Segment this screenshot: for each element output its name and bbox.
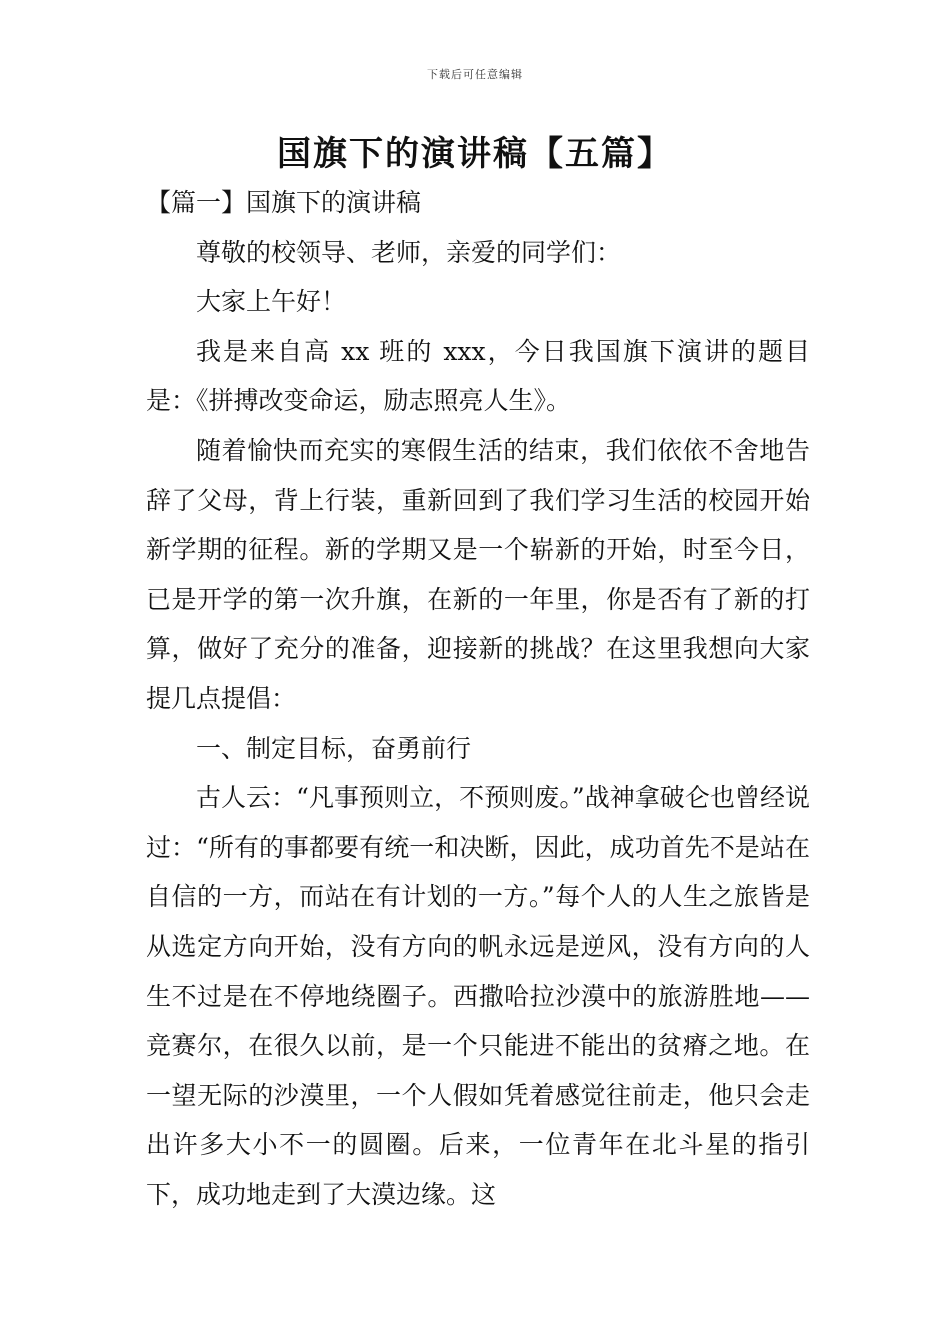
document-title: 国旗下的演讲稿【五篇】 (277, 134, 673, 174)
greeting-paragraph: 尊敬的校领导、老师，亲爱的同学们： (196, 237, 622, 267)
document-body (146, 178, 810, 1219)
body-paragraph: 随着愉快而充实的寒假生活的结束，我们依依不舍地告辞了父母，背上行装，重新回到了我们学习生活的校园开始新学期的征程。新的学期又是一个崭新的开始，时至今日，已是开学的第一次升旗，在新的一年里，你是否有了新的打算，做好了充分的准备，迎接新的挑战？在这里我想向大家提几点提倡： (146, 435, 810, 713)
header-note: 下载后可任意编辑 (427, 68, 523, 81)
subheading-paragraph: 一、制定目标，奋勇前行 (196, 733, 472, 763)
body-paragraph: 古人云：“凡事预则立，不预则废。”战神拿破仑也曾经说过：“所有的事都要有统一和决断，因此，成功首先不是站在自信的一方，而站在有计划的一方。”每个人的人生之旅皆是从选定方向开始，没有方向的帆永远是逆风，没有方向的人生不过是在不停地绕圈子。西撒哈拉沙漠中的旅游胜地——竞赛尔，在很久以前，是一个只能进不能出的贫瘠之地。在一望无际的沙漠里，一个人假如凭着感觉往前走，他只会走出许多大小不一的圆圈。后来，一位青年在北斗星的指引下，成功地走到了大漠边缘。这 (146, 783, 810, 1209)
intro-paragraph: 我是来自高 xx 班的 xxx，今日我国旗下演讲的题目是：《拼搏改变命运，励志照亮人生》。 (146, 336, 810, 416)
salutation-paragraph: 大家上午好！ (196, 287, 347, 317)
section-heading: 【篇一】国旗下的演讲稿 (146, 188, 422, 217)
